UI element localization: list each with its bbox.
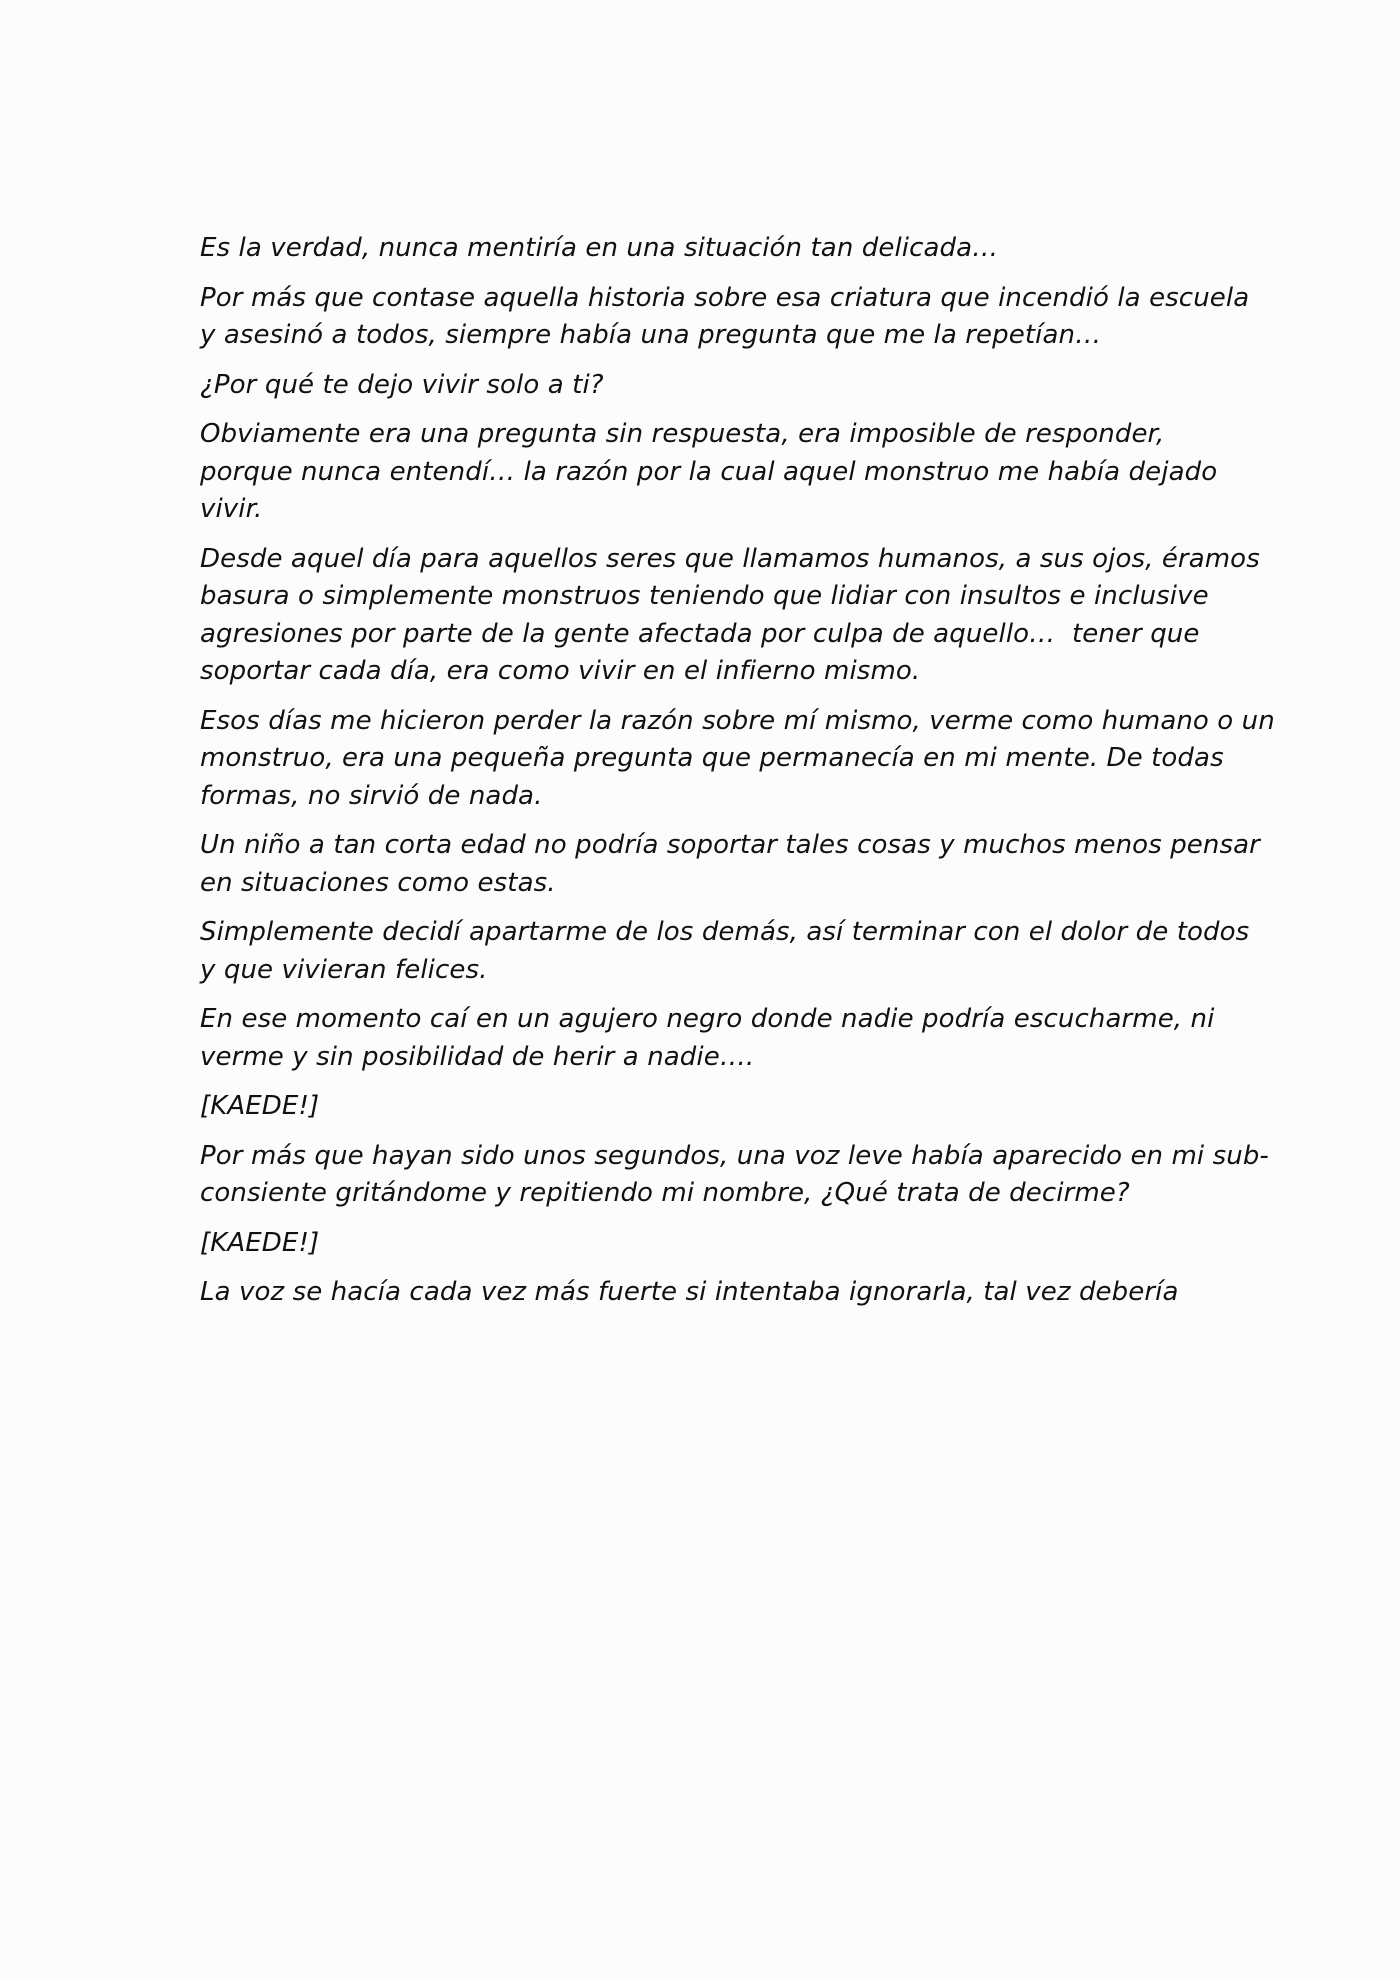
text-line: formas, no sirvió de nada. <box>200 780 543 811</box>
text-line: Es la verdad, nunca mentiría en una situación tan delicada… <box>200 233 999 263</box>
paragraph <box>200 914 1250 989</box>
paragraph <box>200 1088 1200 1126</box>
paragraph <box>200 1225 1200 1263</box>
paragraph <box>200 1274 1200 1312</box>
text-line: Un niño a tan corta edad no podría soportar tales cosas y muchos menos pensar <box>200 830 1260 860</box>
paragraph <box>200 1138 1269 1213</box>
text-line: verme y sin posibilidad de herir a nadie…. <box>200 1041 755 1072</box>
text-line: En ese momento caí en un agujero negro donde nadie podría escucharme, ni <box>200 1004 1215 1034</box>
text-line: [KAEDE!] <box>200 1091 320 1121</box>
text-line: Por más que hayan sido unos segundos, una voz leve había aparecido en mi sub- <box>200 1140 1269 1171</box>
text-line: La voz se hacía cada vez más fuerte si intentaba ignorarla, tal vez debería <box>200 1277 1179 1307</box>
paragraph <box>200 541 1260 691</box>
paragraph <box>200 1001 1215 1076</box>
text-line: Por más que contase aquella historia sobre esa criatura que incendió la escuela <box>200 282 1250 313</box>
paragraph <box>200 416 1218 529</box>
paragraph <box>200 827 1260 902</box>
paragraph <box>200 230 1200 268</box>
paragraph <box>200 703 1275 816</box>
paragraph <box>200 367 1200 405</box>
text-line: Simplemente decidí apartarme de los demás, así terminar con el dolor de todos <box>200 917 1250 947</box>
text-line: agresiones por parte de la gente afectada por culpa de aquello… tener que <box>200 618 1200 649</box>
text-line: soportar cada día, era como vivir en el infierno mismo. <box>200 656 921 686</box>
text-line: consiente gritándome y repitiendo mi nombre, ¿Qué trata de decirme? <box>200 1178 1130 1208</box>
text-line: ¿Por qué te dejo vivir solo a ti? <box>200 369 604 400</box>
text-line: monstruo, era una pequeña pregunta que permanecía en mi mente. De todas <box>200 743 1224 773</box>
text-line: y asesinó a todos, siempre había una pregunta que me la repetían… <box>200 320 1102 350</box>
text-line: basura o simplemente monstruos teniendo que lidiar con insultos e inclusive <box>200 581 1209 611</box>
document-body <box>200 230 1275 1324</box>
paragraph <box>200 280 1250 355</box>
text-line: y que vivieran felices. <box>200 954 488 985</box>
text-line: en situaciones como estas. <box>200 867 556 898</box>
text-line: Esos días me hicieron perder la razón sobre mí mismo, verme como humano o un <box>200 705 1275 736</box>
text-line: Desde aquel día para aquellos seres que llamamos humanos, a sus ojos, éramos <box>200 543 1260 574</box>
text-line: porque nunca entendí… la razón por la cual aquel monstruo me había dejado <box>200 456 1218 487</box>
text-line: Obviamente era una pregunta sin respuesta, era imposible de responder, <box>200 419 1165 449</box>
text-line: vivir. <box>200 494 263 524</box>
text-line: [KAEDE!] <box>200 1227 320 1258</box>
